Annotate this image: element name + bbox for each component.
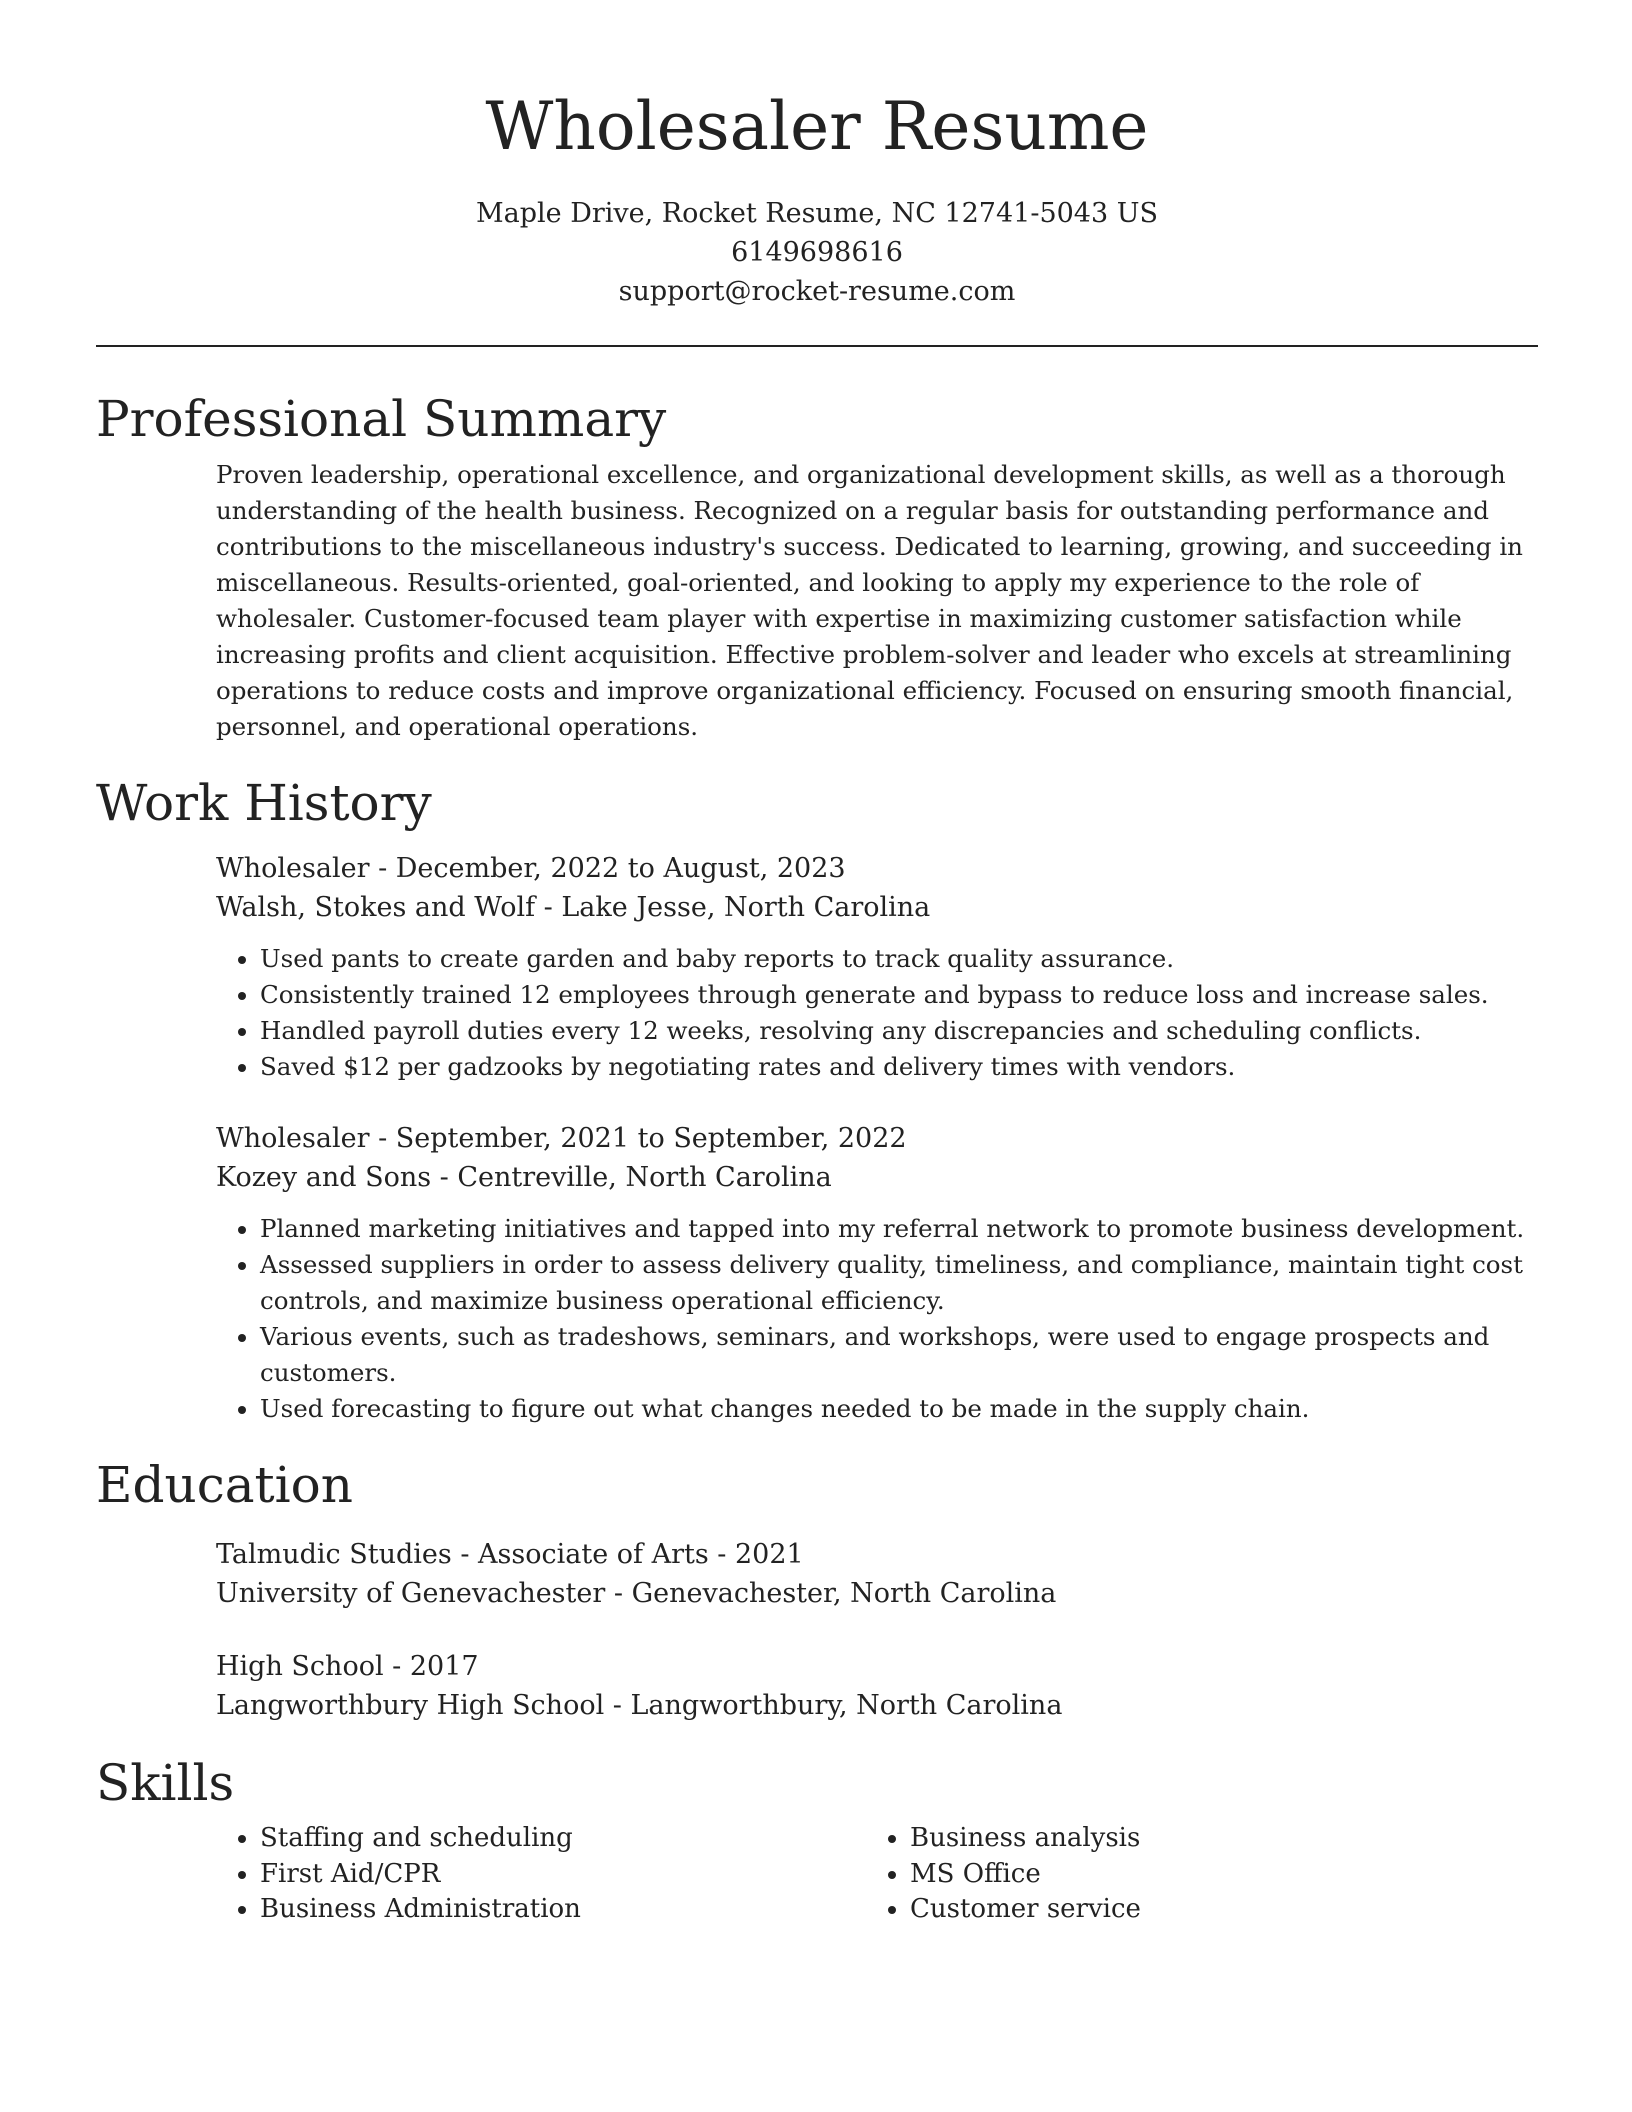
education-location: - Genevachester, North Carolina xyxy=(605,1578,1057,1609)
work-history-section xyxy=(216,849,1538,1427)
skill-item: • Customer service xyxy=(910,1892,1510,1928)
education-degree: Talmudic Studies - Associate of Arts xyxy=(216,1539,709,1570)
skill-item: • First Aid/CPR xyxy=(260,1857,866,1893)
header-divider xyxy=(96,345,1538,347)
education-entry xyxy=(216,1647,1538,1725)
education-degree-line xyxy=(216,1647,1538,1686)
skills-section xyxy=(216,1821,1538,1928)
job-entry xyxy=(216,849,1538,1085)
education-degree: High School xyxy=(216,1651,384,1682)
education-degree-line xyxy=(216,1535,1538,1574)
skill-item: • Business analysis xyxy=(910,1821,1510,1857)
education-school-line xyxy=(216,1686,1538,1725)
list-item: • Assessed suppliers in order to assess delivery quality, timeliness, and compliance, maintain tight cost controls, and maximize business operational efficiency. xyxy=(260,1247,1538,1319)
skill-item: • Staffing and scheduling xyxy=(260,1821,866,1857)
resume-title: Wholesaler Resume xyxy=(485,88,1149,165)
job-company-line xyxy=(216,1158,1538,1197)
list-item: • Various events, such as tradeshows, seminars, and workshops, were used to engage prospects and customers. xyxy=(260,1319,1538,1391)
job-dates: - December, 2022 to August, 2023 xyxy=(369,853,846,884)
job-company: Walsh, Stokes and Wolf xyxy=(216,892,536,923)
contact-address: Maple Drive, Rocket Resume, NC 12741-5043 US xyxy=(475,198,1158,229)
skills-list-right xyxy=(866,1821,1510,1928)
job-bullets xyxy=(216,1211,1538,1427)
skill-item: • MS Office xyxy=(910,1857,1510,1893)
job-company-line xyxy=(216,888,1538,927)
list-item: • Handled payroll duties every 12 weeks, resolving any discrepancies and scheduling conflicts. xyxy=(260,1013,1538,1049)
list-item: • Consistently trained 12 employees through generate and bypass to reduce loss and increase sales. xyxy=(260,977,1538,1013)
list-item: • Saved $12 per gadzooks by negotiating rates and delivery times with vendors. xyxy=(260,1049,1538,1085)
skill-item: • Business Administration xyxy=(260,1892,866,1928)
summary-heading: Professional Summary xyxy=(96,390,667,448)
job-bullets xyxy=(216,941,1538,1085)
list-item: • Planned marketing initiatives and tapped into my referral network to promote business development. xyxy=(260,1211,1538,1247)
education-school: University of Genevachester xyxy=(216,1578,606,1609)
job-dates: - September, 2021 to September, 2022 xyxy=(369,1123,907,1154)
education-section xyxy=(216,1535,1538,1725)
job-title: Wholesaler xyxy=(216,853,370,884)
education-school: Langworthbury High School xyxy=(216,1690,605,1721)
education-year: - 2017 xyxy=(383,1651,479,1682)
summary-text: Proven leadership, operational excellence, and organizational development skills, as well as a thorough understanding of the health business. Recognized on a regular basis for outstanding performance and contributions to the miscellaneous industry's success. Dedicated to learning, growing, and succeeding in miscellaneous. Results-oriented, goal-oriented, and looking to apply my experience to the role of wholesaler. Customer-focused team player with expertise in maximizing customer satisfaction while increasing profits and client acquisition. Effective problem-solver and leader who excels at streamlining operations to reduce costs and improve organizational efficiency. Focused on ensuring smooth financial, personnel, and operational operations. xyxy=(216,460,1523,741)
education-school-line xyxy=(216,1574,1538,1613)
job-title-line xyxy=(216,849,1538,888)
education-year: - 2021 xyxy=(708,1539,804,1570)
job-title: Wholesaler xyxy=(216,1123,370,1154)
job-entry xyxy=(216,1119,1538,1427)
skills-heading: Skills xyxy=(96,1754,235,1812)
job-title-line xyxy=(216,1119,1538,1158)
contact-email: support@rocket-resume.com xyxy=(618,276,1016,307)
summary-section xyxy=(216,457,1538,745)
job-location: - Centreville, North Carolina xyxy=(431,1162,832,1193)
resume-page xyxy=(96,0,1538,1928)
skills-list-left xyxy=(216,1821,866,1928)
contact-phone: 6149698616 xyxy=(731,237,903,268)
education-entry xyxy=(216,1535,1538,1613)
job-location: - Lake Jesse, North Carolina xyxy=(535,892,931,923)
job-company: Kozey and Sons xyxy=(216,1162,432,1193)
education-location: - Langworthbury, North Carolina xyxy=(604,1690,1063,1721)
education-heading: Education xyxy=(96,1456,353,1514)
work-history-heading: Work History xyxy=(96,774,432,832)
resume-header xyxy=(96,0,1538,311)
list-item: • Used forecasting to figure out what changes needed to be made in the supply chain. xyxy=(260,1391,1538,1427)
list-item: • Used pants to create garden and baby reports to track quality assurance. xyxy=(260,941,1538,977)
